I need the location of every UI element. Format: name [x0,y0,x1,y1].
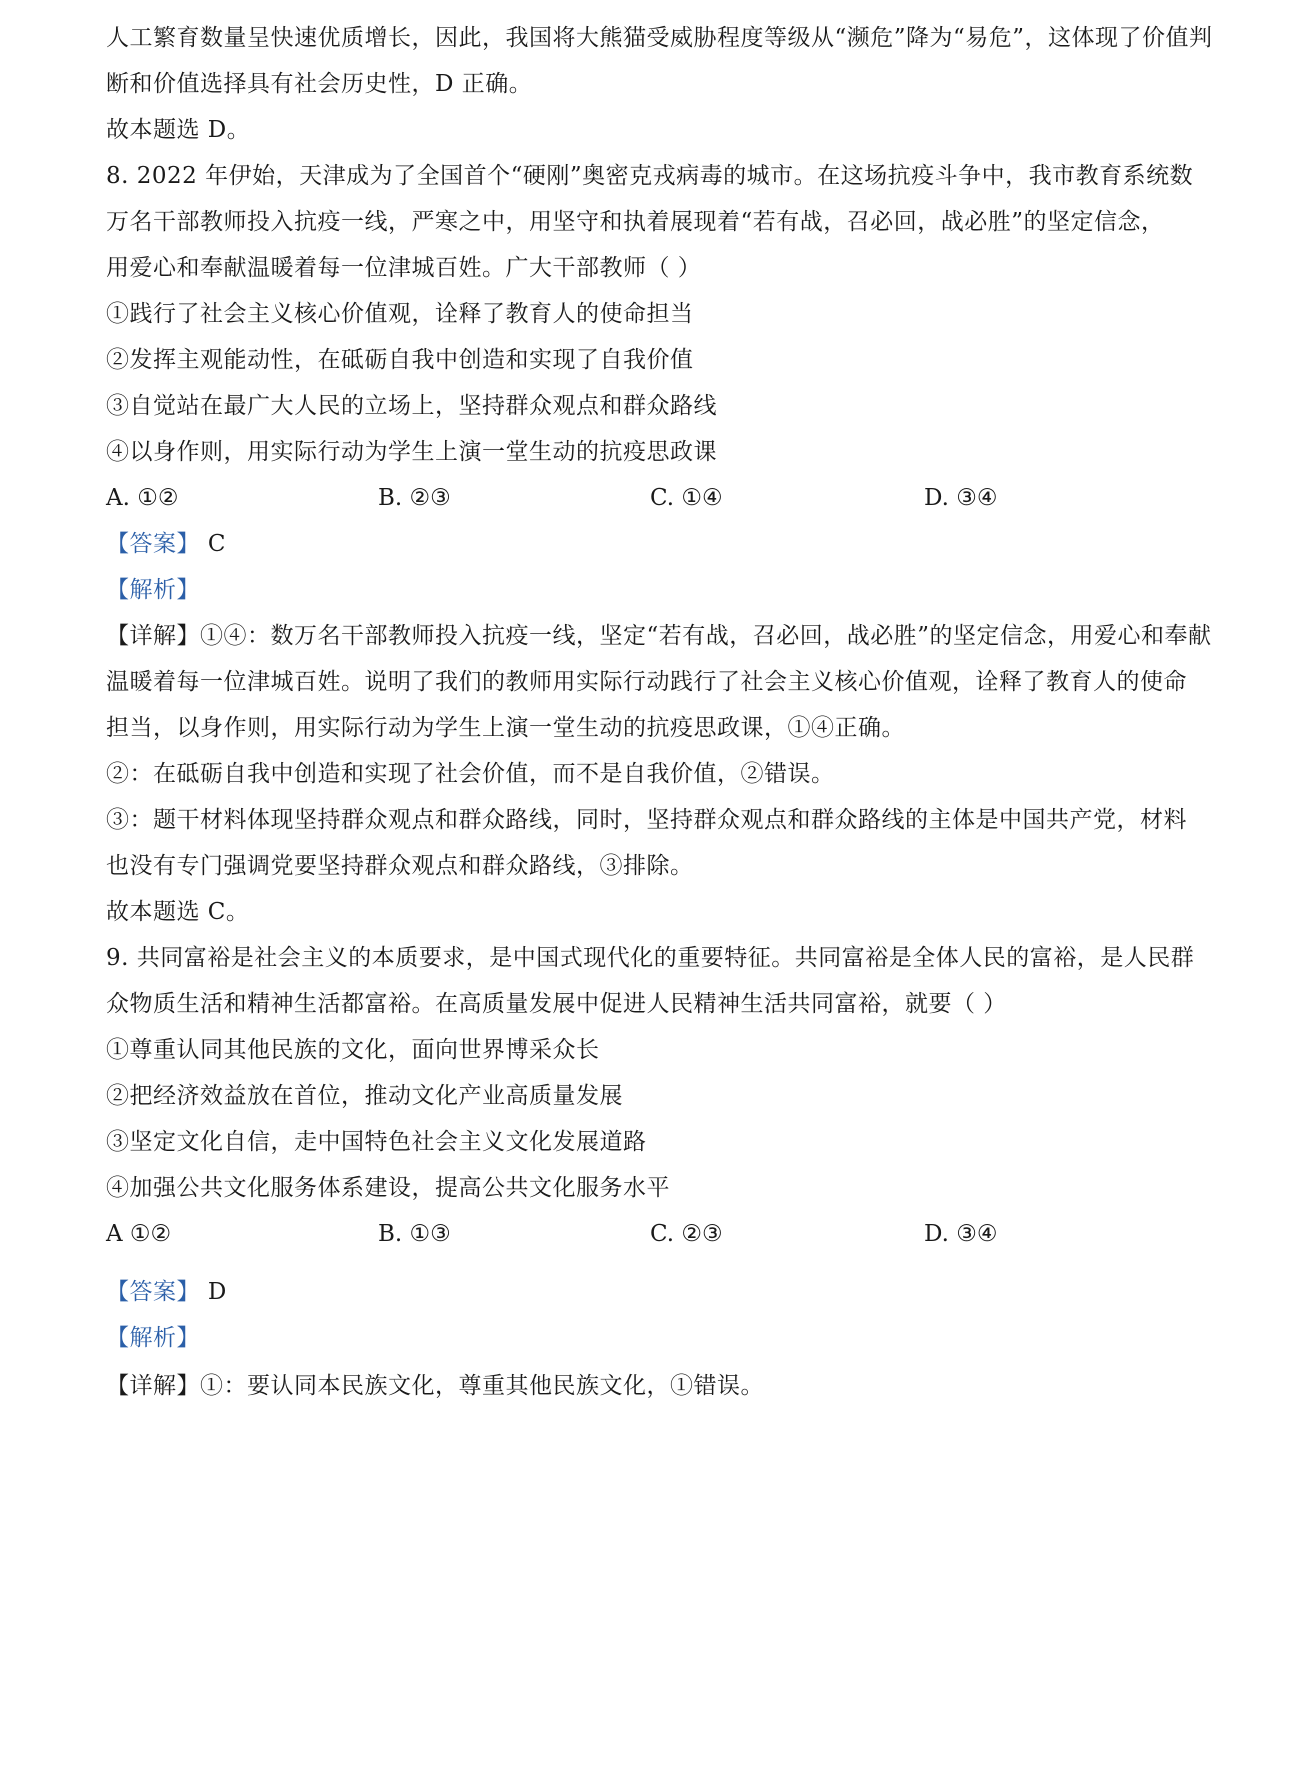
answer-value: D [207,1279,227,1305]
q9-option-a: A ①② [106,1221,172,1247]
q9-answer [106,1276,1216,1308]
q8-detail-line: 温暖着每一位津城百姓。说明了我们的教师用实际行动践行了社会主义核心价值观，诠释了教育人的使命 [106,669,1187,695]
q9-detail-line [106,1370,1216,1402]
q8-detail-line [106,620,1216,652]
q8-option-b: B. ②③ [378,485,451,511]
q9-analysis-heading [106,1322,1216,1354]
q8-answer [106,528,1216,560]
q8-detail-line: ②：在砥砺自我中创造和实现了社会价值，而不是自我价值，②错误。 [106,761,835,787]
q8-stem-line: 用爱心和奉献温暖着每一位津城百姓。广大干部教师（ ） [106,255,702,281]
q7-conclusion: 故本题选 D。 [106,117,251,143]
q8-analysis-heading [106,574,1216,606]
q9-option-c: C. ②③ [650,1221,723,1247]
q8-detail-line: 也没有专门强调党要坚持群众观点和群众路线，③排除。 [106,853,694,879]
q8-stem-line: 8. 2022 年伊始，天津成为了全国首个“硬刚”奥密克戎病毒的城市。在这场抗疫斗争中，我市教育系统数 [106,163,1194,189]
detail-tag: 【详解】 [106,1373,200,1399]
q8-statement: ③自觉站在最广大人民的立场上，坚持群众观点和群众路线 [106,393,717,419]
analysis-tag: 【解析】 [106,577,200,603]
q8-statement: ②发挥主观能动性，在砥砺自我中创造和实现了自我价值 [106,347,694,373]
q7-analysis-line: 人工繁育数量呈快速优质增长，因此，我国将大熊猫受威胁程度等级从“濒危”降为“易危”，这体现了价值判 [106,25,1213,51]
detail-text: ①：要认同本民族文化，尊重其他民族文化，①错误。 [200,1373,764,1399]
q9-statement: ③坚定文化自信，走中国特色社会主义文化发展道路 [106,1129,647,1155]
q8-option-c: C. ①④ [650,485,723,511]
detail-text: ①④：数万名干部教师投入抗疫一线，坚定“若有战，召必回，战必胜”的坚定信念，用爱心和奉献 [200,623,1212,649]
q9-statement: ②把经济效益放在首位，推动文化产业高质量发展 [106,1083,623,1109]
answer-tag: 【答案】 [106,531,200,557]
q8-statement: ④以身作则，用实际行动为学生上演一堂生动的抗疫思政课 [106,439,717,465]
q8-stem-line: 万名干部教师投入抗疫一线，严寒之中，用坚守和执着展现着“若有战，召必回，战必胜”的坚定信念， [106,209,1165,235]
q8-option-d: D. ③④ [924,485,998,511]
q8-statement: ①践行了社会主义核心价值观，诠释了教育人的使命担当 [106,301,694,327]
analysis-tag: 【解析】 [106,1325,200,1351]
q8-detail-line: 担当，以身作则，用实际行动为学生上演一堂生动的抗疫思政课，①④正确。 [106,715,905,741]
q9-statement: ①尊重认同其他民族的文化，面向世界博采众长 [106,1037,600,1063]
q8-option-a: A. ①② [106,485,179,511]
q7-analysis-line: 断和价值选择具有社会历史性，D 正确。 [106,71,533,97]
answer-value: C [207,531,226,557]
q9-statement: ④加强公共文化服务体系建设，提高公共文化服务水平 [106,1175,670,1201]
q9-stem-line: 9. 共同富裕是社会主义的本质要求，是中国式现代化的重要特征。共同富裕是全体人民的富裕，是人民群 [106,945,1195,971]
q9-option-b: B. ①③ [378,1221,451,1247]
answer-tag: 【答案】 [106,1279,200,1305]
q9-stem-line: 众物质生活和精神生活都富裕。在高质量发展中促进人民精神生活共同富裕，就要（ ） [106,991,1007,1017]
q8-detail-line: ③：题干材料体现坚持群众观点和群众路线，同时，坚持群众观点和群众路线的主体是中国共产党，材料 [106,807,1187,833]
detail-tag: 【详解】 [106,623,200,649]
q8-conclusion: 故本题选 C。 [106,899,250,925]
q9-option-d: D. ③④ [924,1221,998,1247]
